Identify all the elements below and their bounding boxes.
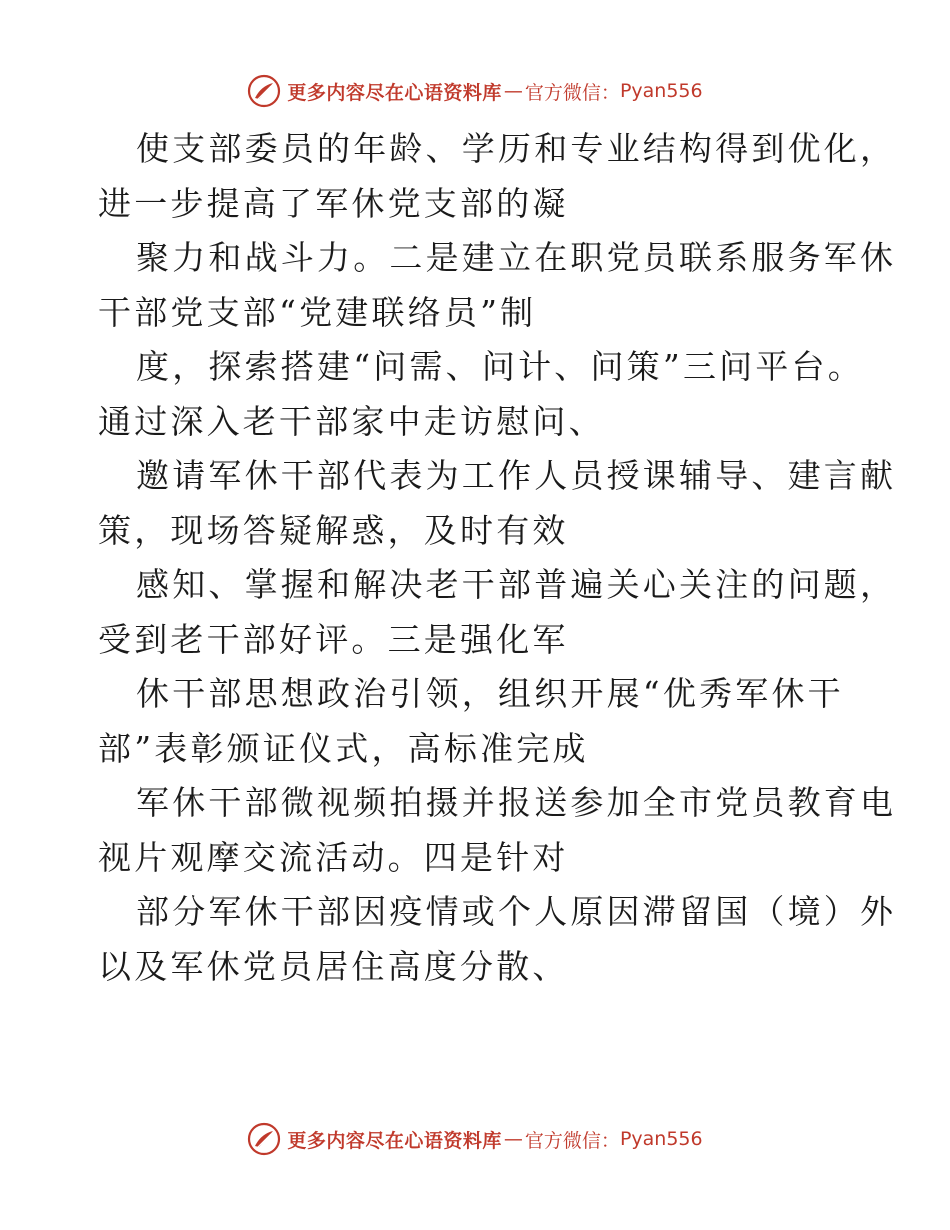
body-line: 邀请军休干部代表为工作人员授课辅导、建言献 (136, 456, 897, 495)
body-line: 部分军休干部因疫情或个人原因滞留国（境）外 (136, 892, 897, 931)
body-line: 以及军休党员居住高度分散、 (98, 946, 569, 986)
watermark-wechat-label: 官方微信： (524, 1129, 620, 1152)
watermark-wechat-label: 官方微信： (524, 81, 620, 104)
body-line: 休干部思想政治引领，组织开展“优秀军休干 (136, 674, 844, 713)
watermark-wechat-id: Pyan556 (619, 80, 703, 102)
body-line: 受到老干部好评。三是强化军 (98, 619, 569, 659)
body-line: 通过深入老干部家中走访慰问、 (98, 401, 605, 441)
watermark-separator: — (503, 1128, 523, 1150)
document-body (98, 122, 897, 994)
body-line: 军休干部微视频拍摄并报送参加全市党员教育电 (136, 783, 897, 822)
body-line: 使支部委员的年龄、学历和专业结构得到优化， (136, 129, 897, 168)
watermark-main-text: 更多内容尽在心语资料库 (287, 81, 502, 104)
body-line: 视片观摩交流活动。四是针对 (98, 837, 569, 877)
watermark-main-text: 更多内容尽在心语资料库 (287, 1129, 502, 1152)
body-line: 策，现场答疑解惑，及时有效 (98, 510, 569, 550)
body-line: 度，探索搭建“问需、问计、问策”三问平台。 (136, 347, 864, 386)
body-line: 进一步提高了军休党支部的凝 (98, 183, 569, 223)
body-line: 感知、掌握和解决老干部普遍关心关注的问题， (136, 565, 897, 604)
body-line: 干部党支部“党建联络员”制 (98, 292, 537, 332)
header-watermark (0, 71, 950, 111)
footer-watermark (0, 1119, 950, 1159)
pen-logo-icon (247, 1122, 281, 1156)
body-line: 聚力和战斗力。二是建立在职党员联系服务军休 (136, 238, 897, 277)
watermark-wechat-id: Pyan556 (619, 1128, 703, 1150)
body-line: 部”表彰颁证仪式，高标准完成 (98, 728, 589, 768)
pen-logo-icon (247, 74, 281, 108)
watermark-separator: — (503, 80, 523, 102)
